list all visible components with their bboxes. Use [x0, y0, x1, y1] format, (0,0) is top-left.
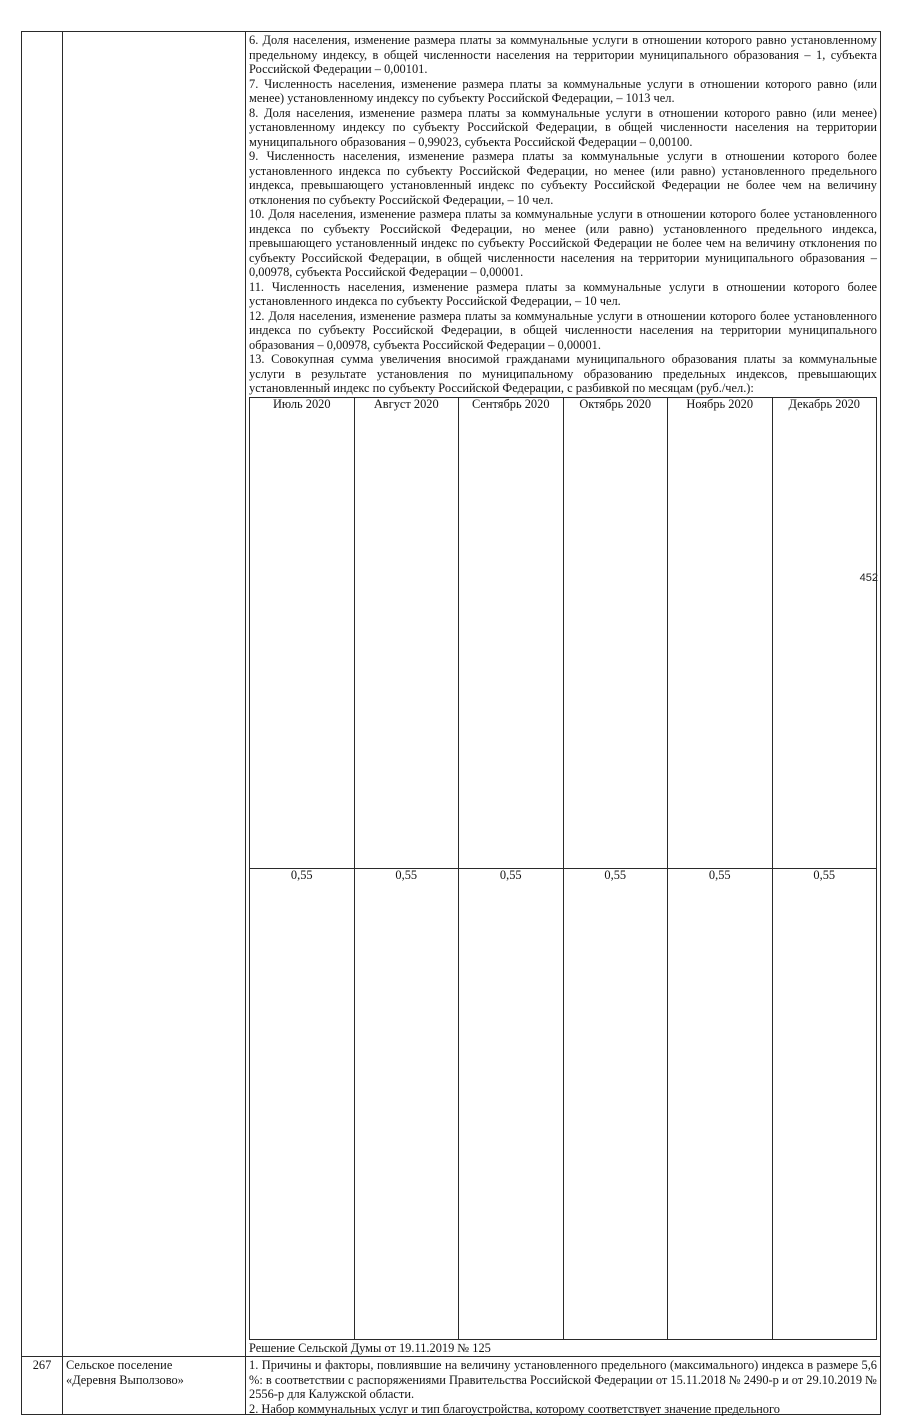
paragraph: 12. Доля населения, изменение размера платы за коммунальные услуги в отношении которого более установленного индекса по субъекту Российской Федерации, в общей численности населения на территории муниципального образования – 0,00978, субъекта Российской Федерации – 0,00001. — [249, 309, 877, 353]
month-header: Ноябрь 2020 — [668, 397, 773, 868]
cell-clip — [249, 1358, 877, 1413]
municipality-name-cell — [63, 32, 246, 1357]
paragraph: 9. Численность населения, изменение размера платы за коммунальные услуги в отношении которого более установленного индекса по субъекту Российской Федерации, но менее (или равно) установленного предельного индекса, превышающего установленный индекс по субъекту Российской Федерации не более чем на величину отклонения по субъекту Российской Федерации, – 10 чел. — [249, 149, 877, 207]
monthly-increase-table — [249, 397, 877, 1340]
document-table — [21, 31, 881, 1415]
month-header: Август 2020 — [354, 397, 459, 868]
paragraph: 13. Совокупная сумма увеличения вносимой гражданами муниципального образования платы за коммунальные услуги в результате установления по муниципальному образованию предельных индексов, превышающих установленный индекс по субъекту Российской Федерации, с разбивкой по месяцам (руб./чел.): — [249, 352, 877, 396]
month-value: 0,55 — [459, 868, 564, 1339]
row-number-cell: 267 — [22, 1357, 63, 1415]
indicator-text-cell — [246, 32, 881, 1357]
paragraph: 7. Численность населения, изменение размера платы за коммунальные услуги в отношении которого равно (или менее) установленному индексу по субъекту Российской Федерации, – 1013 чел. — [249, 77, 877, 106]
paragraph: 1. Причины и факторы, повлиявшие на величину установленного предельного (максимального) индекса в размере 5,6 %: в соответствии с распоряжениями Правительства Российской Федерации от 15.11.2018 № 2490-р и от 29.10.2019 № 2556-р для Калужской области. — [249, 1358, 877, 1402]
table-row — [22, 1357, 881, 1415]
municipality-name-line: «Деревня Выползово» — [66, 1373, 242, 1388]
paragraph: 2. Набор коммунальных услуг и тип благоустройства, которому соответствует значение предельного — [249, 1402, 877, 1416]
month-value: 0,55 — [563, 868, 668, 1339]
municipality-name-line: Сельское поселение — [66, 1358, 242, 1373]
month-header: Декабрь 2020 — [772, 397, 877, 868]
month-header: Октябрь 2020 — [563, 397, 668, 868]
municipality-name-cell — [63, 1357, 246, 1415]
month-value: 0,55 — [250, 868, 355, 1339]
row-number-cell — [22, 32, 63, 1357]
month-header: Сентябрь 2020 — [459, 397, 564, 868]
month-value: 0,55 — [772, 868, 877, 1339]
month-value: 0,55 — [668, 868, 773, 1339]
decision-reference: Решение Сельской Думы от 19.11.2019 № 125 — [249, 1341, 877, 1356]
page-number: 452 — [860, 572, 878, 584]
table-row — [22, 32, 881, 1357]
month-header-row — [250, 397, 877, 868]
month-value: 0,55 — [354, 868, 459, 1339]
paragraph: 8. Доля населения, изменение размера платы за коммунальные услуги в отношении которого равно (или менее) установленному индексу по субъекту Российской Федерации, в общей численности населения на территории муниципального образования – 0,99023, субъекта Российской Федерации – 0,00100. — [249, 106, 877, 150]
month-header: Июль 2020 — [250, 397, 355, 868]
indicator-text-cell — [246, 1357, 881, 1415]
paragraph: 10. Доля населения, изменение размера платы за коммунальные услуги в отношении которого более установленного индекса по субъекту Российской Федерации, но менее (или равно) установленного предельного индекса, превышающего установленный индекс по субъекту Российской Федерации не более чем на величину отклонения по субъекту Российской Федерации, в общей численности населения на территории муниципального образования – 0,00978, субъекта Российской Федерации – 0,00001. — [249, 207, 877, 280]
month-value-row — [250, 868, 877, 1339]
paragraph: 11. Численность населения, изменение размера платы за коммунальные услуги в отношении которого более установленного индекса по субъекту Российской Федерации, – 10 чел. — [249, 280, 877, 309]
paragraph: 6. Доля населения, изменение размера платы за коммунальные услуги в отношении которого равно установленному предельному индексу, в общей численности населения на территории муниципального образования – 1, субъекта Российской Федерации – 0,00101. — [249, 33, 877, 77]
